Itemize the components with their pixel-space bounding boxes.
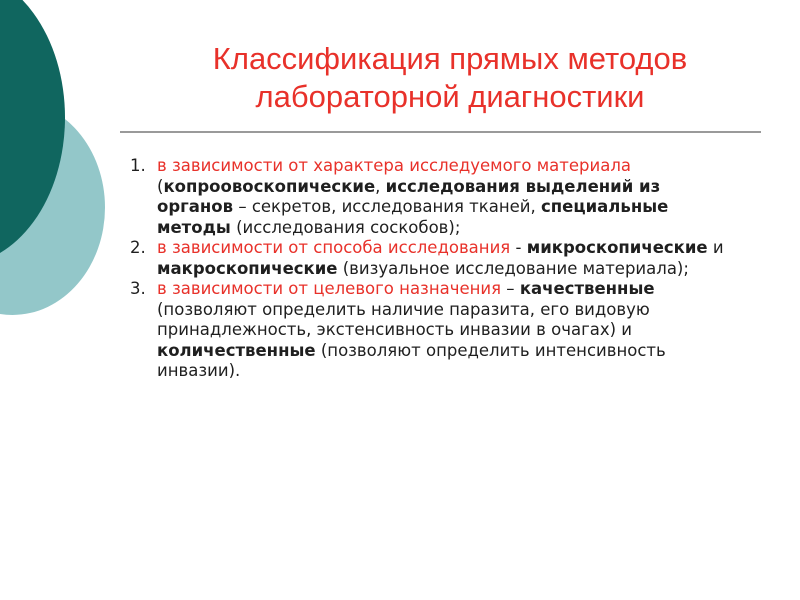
item-number: 2. <box>130 238 146 257</box>
item-term: макроскопические <box>157 258 338 278</box>
item-number: 1. <box>130 156 146 175</box>
item-body <box>157 238 740 279</box>
item-term: микроскопические <box>526 238 708 257</box>
item-text: , <box>375 176 386 196</box>
item-text: (исследования соскобов); <box>230 217 461 237</box>
item-text: (визуальное исследование материала); <box>337 258 689 278</box>
item-term: копроовоскопические <box>163 176 376 196</box>
item-term: специальные методы <box>157 197 669 237</box>
item-text: (позволяют определить наличие паразита, его видовую принадлежность, экстенсивность инвазии в очагах) и <box>157 299 650 339</box>
item-text: и <box>707 238 724 257</box>
item-text: (позволяют определить интенсивность инвазии). <box>157 340 666 380</box>
item-text: – секретов, исследования тканей, <box>233 197 541 216</box>
item-text: ( <box>157 176 164 196</box>
item-term: исследования выделений из органов <box>157 176 661 216</box>
list-item <box>130 156 740 238</box>
item-number: 3. <box>130 279 146 298</box>
title-line-1: Классификация прямых методов <box>212 41 688 76</box>
title-line-2: лабораторной диагностики <box>255 79 645 114</box>
item-term: качественные <box>519 279 655 298</box>
item-term: количественные <box>157 340 316 360</box>
classification-list <box>130 156 740 382</box>
item-heading: в зависимости от целевого назначения <box>157 279 502 298</box>
item-heading: в зависимости от способа исследования <box>157 238 511 257</box>
item-text: – <box>501 279 520 298</box>
item-body <box>157 279 740 382</box>
slide-title <box>150 40 750 116</box>
list-item <box>130 238 740 279</box>
list-item <box>130 279 740 382</box>
item-text: - <box>510 238 527 257</box>
item-heading: в зависимости от характера исследуемого материала <box>157 156 631 175</box>
item-body <box>157 156 740 238</box>
title-divider <box>120 131 761 133</box>
